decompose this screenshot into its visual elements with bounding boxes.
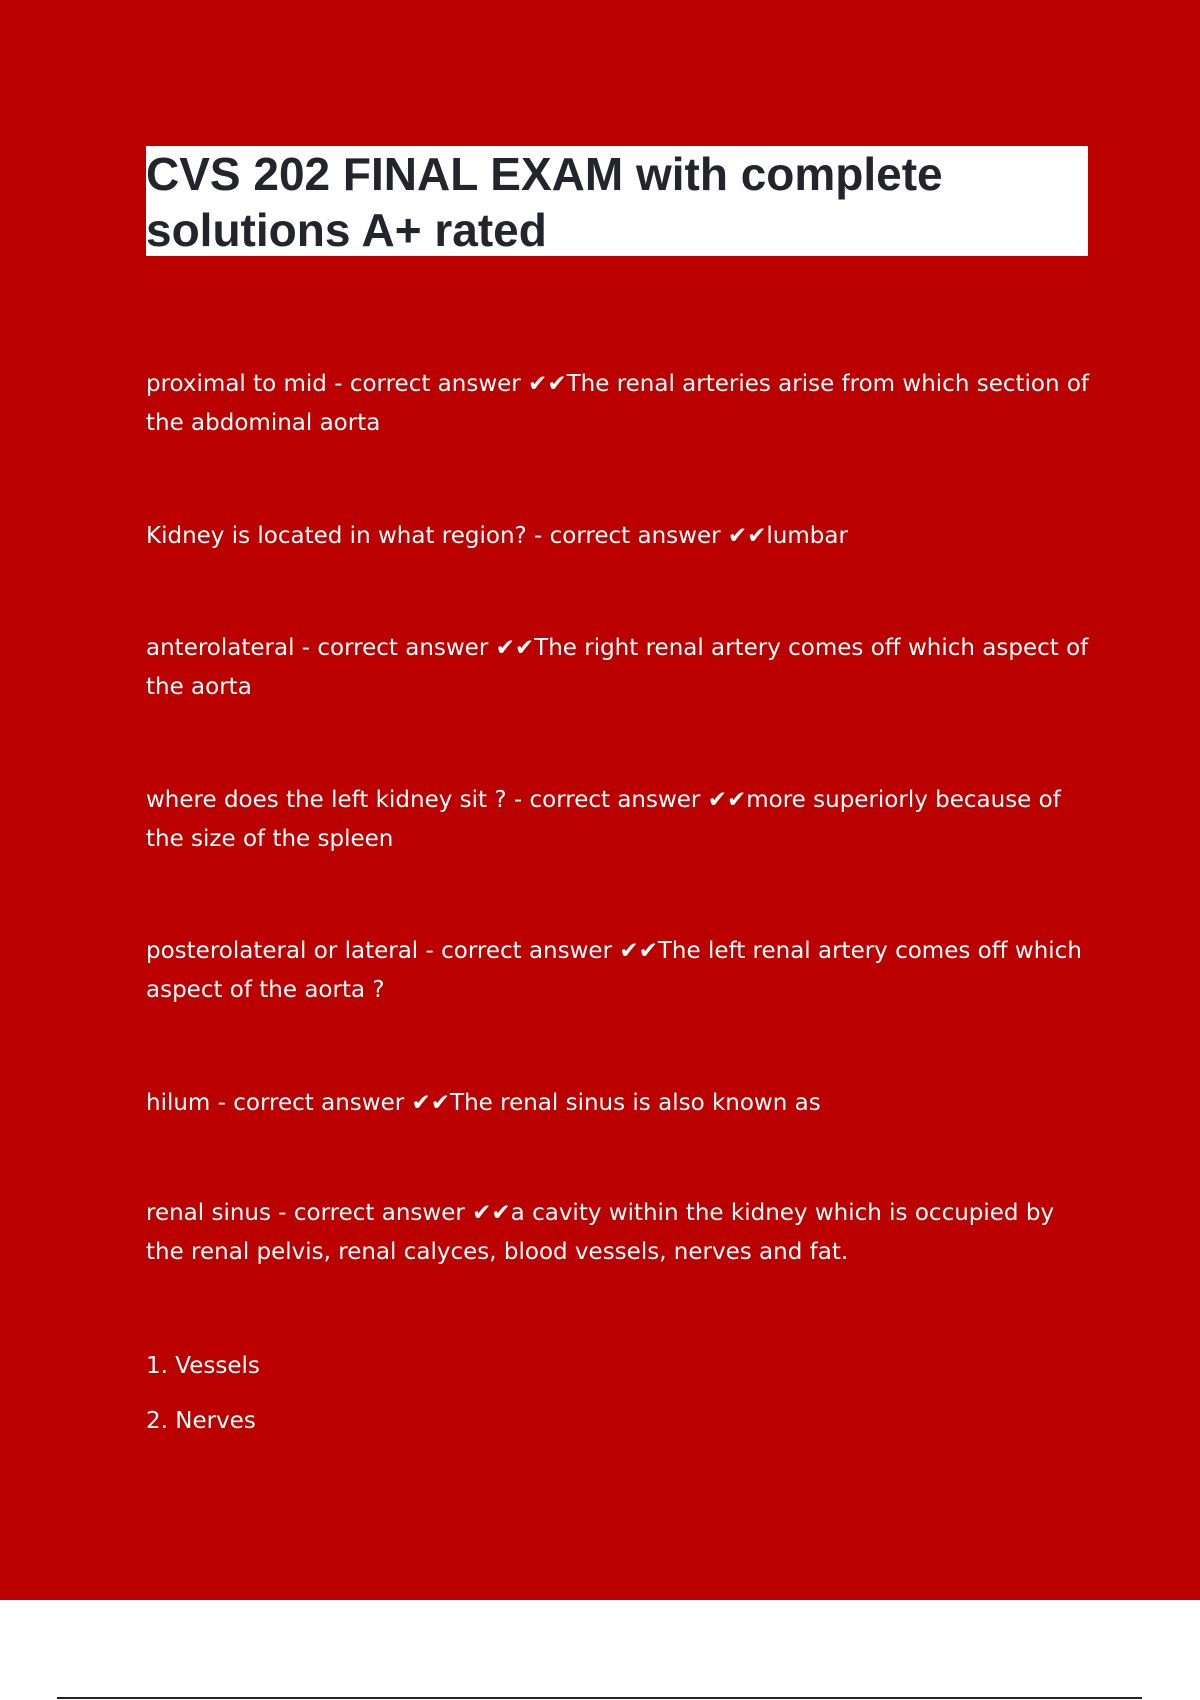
list-item: 2. Nerves bbox=[146, 1408, 256, 1434]
qa-item: renal sinus - correct answer ✔✔a cavity within the kidney which is occupied by the renal pelvis, renal calyces, blood vessels, nerves and fat. bbox=[146, 1200, 1055, 1265]
qa-item: proximal to mid - correct answer ✔✔The renal arteries arise from which section of the abdominal aorta bbox=[146, 371, 1090, 436]
footer-divider bbox=[57, 1697, 1142, 1699]
qa-item: Kidney is located in what region? - correct answer ✔✔lumbar bbox=[146, 523, 848, 549]
qa-item: hilum - correct answer ✔✔The renal sinus is also known as bbox=[146, 1090, 821, 1116]
document-title: CVS 202 FINAL EXAM with complete solutions A+ rated bbox=[146, 148, 943, 256]
title-box bbox=[146, 146, 1088, 256]
qa-item: where does the left kidney sit ? - correct answer ✔✔more superiorly because of the size of the spleen bbox=[146, 787, 1061, 852]
qa-item: posterolateral or lateral - correct answer ✔✔The left renal artery comes off which aspect of the aorta ? bbox=[146, 938, 1082, 1003]
qa-item: anterolateral - correct answer ✔✔The right renal artery comes off which aspect of the aorta bbox=[146, 635, 1089, 700]
list-item: 1. Vessels bbox=[146, 1353, 260, 1379]
